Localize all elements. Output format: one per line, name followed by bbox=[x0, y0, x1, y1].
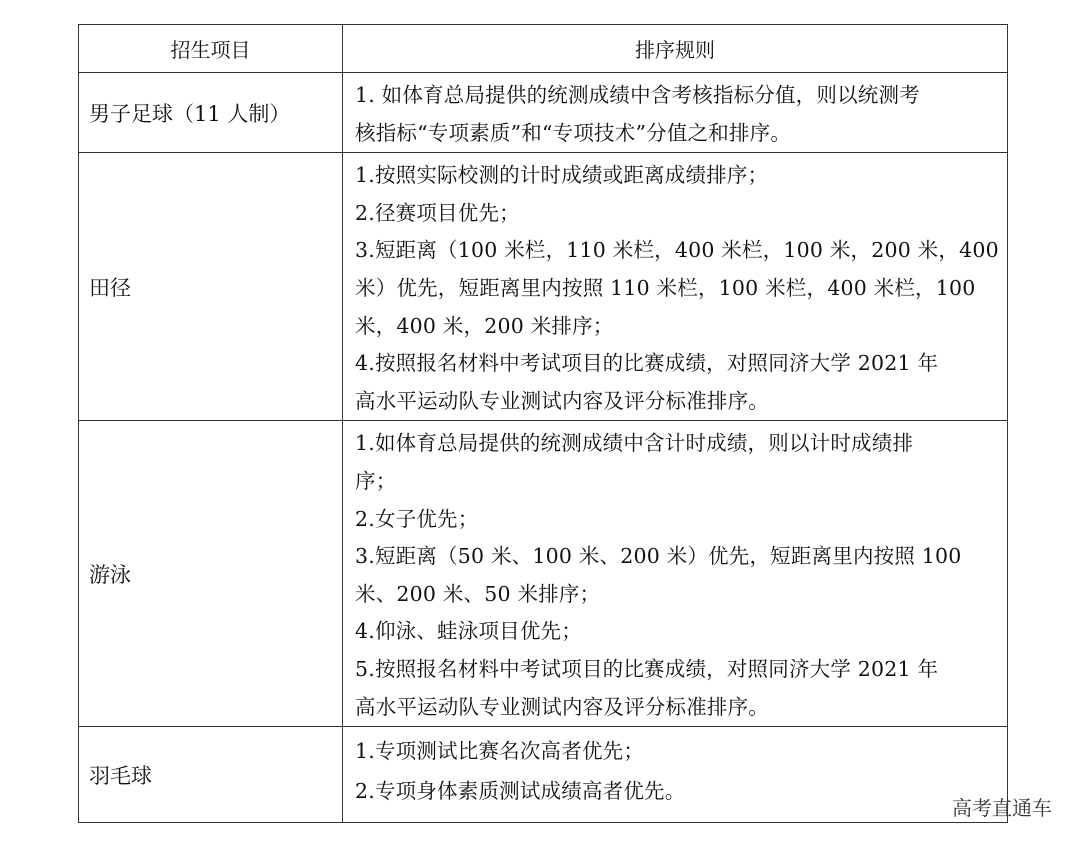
rule-line: 4.按照报名材料中考试项目的比赛成绩，对照同济大学 2021 年 bbox=[355, 351, 939, 376]
project-name-football: 男子足球（11 人制） bbox=[79, 73, 343, 153]
table-row bbox=[79, 73, 1008, 153]
rule-line: 1. 如体育总局提供的统测成绩中含考核指标分值，则以统测考 bbox=[355, 83, 920, 107]
table-row bbox=[79, 727, 1008, 823]
project-name-swimming: 游泳 bbox=[79, 421, 343, 727]
rule-line: 高水平运动队专业测试内容及评分标准排序。 bbox=[355, 694, 769, 719]
rule-line: 2.专项身体素质测试成绩高者优先。 bbox=[355, 779, 686, 804]
table-row bbox=[79, 421, 1008, 727]
rules-cell-football bbox=[343, 73, 1008, 153]
rule-line: 1.专项测试比赛名次高者优先； bbox=[355, 739, 645, 764]
table-header-row bbox=[79, 25, 1008, 73]
rule-line: 高水平运动队专业测试内容及评分标准排序。 bbox=[355, 388, 769, 413]
rule-line: 序； bbox=[355, 468, 397, 493]
rule-line: 3.短距离（50 米、100 米、200 米）优先，短距离里内按照 100 bbox=[355, 544, 962, 569]
rule-line: 米）优先，短距离里内按照 110 米栏，100 米栏，400 米栏，100 bbox=[355, 275, 976, 300]
rule-line: 米，400 米，200 米排序； bbox=[355, 313, 614, 338]
project-name-track: 田径 bbox=[79, 153, 343, 421]
project-name-badminton: 羽毛球 bbox=[79, 727, 343, 823]
rule-line: 1.按照实际校测的计时成绩或距离成绩排序； bbox=[355, 163, 769, 188]
rule-line: 米、200 米、50 米排序； bbox=[355, 581, 601, 606]
admission-rules-table bbox=[78, 24, 1008, 823]
rules-cell-track bbox=[343, 153, 1008, 421]
rules-cell-swimming bbox=[343, 421, 1008, 727]
rule-line: 5.按照报名材料中考试项目的比赛成绩，对照同济大学 2021 年 bbox=[355, 656, 939, 681]
rule-line: 核指标“专项素质”和“专项技术”分值之和排序。 bbox=[355, 120, 792, 145]
rule-line: 2.女子优先； bbox=[355, 506, 479, 531]
header-rules: 排序规则 bbox=[343, 25, 1008, 73]
rule-line: 3.短距离（100 米栏，110 米栏，400 米栏，100 米，200 米，400 bbox=[355, 238, 999, 263]
rule-line: 1.如体育总局提供的统测成绩中含计时成绩，则以计时成绩排 bbox=[355, 431, 914, 456]
rule-line: 2.径赛项目优先； bbox=[355, 200, 520, 225]
watermark-text: 高考直通车 bbox=[952, 796, 1052, 820]
rules-cell-badminton bbox=[343, 727, 1008, 823]
header-project: 招生项目 bbox=[79, 25, 343, 73]
rule-line: 4.仰泳、蛙泳项目优先； bbox=[355, 619, 582, 644]
table-row bbox=[79, 153, 1008, 421]
